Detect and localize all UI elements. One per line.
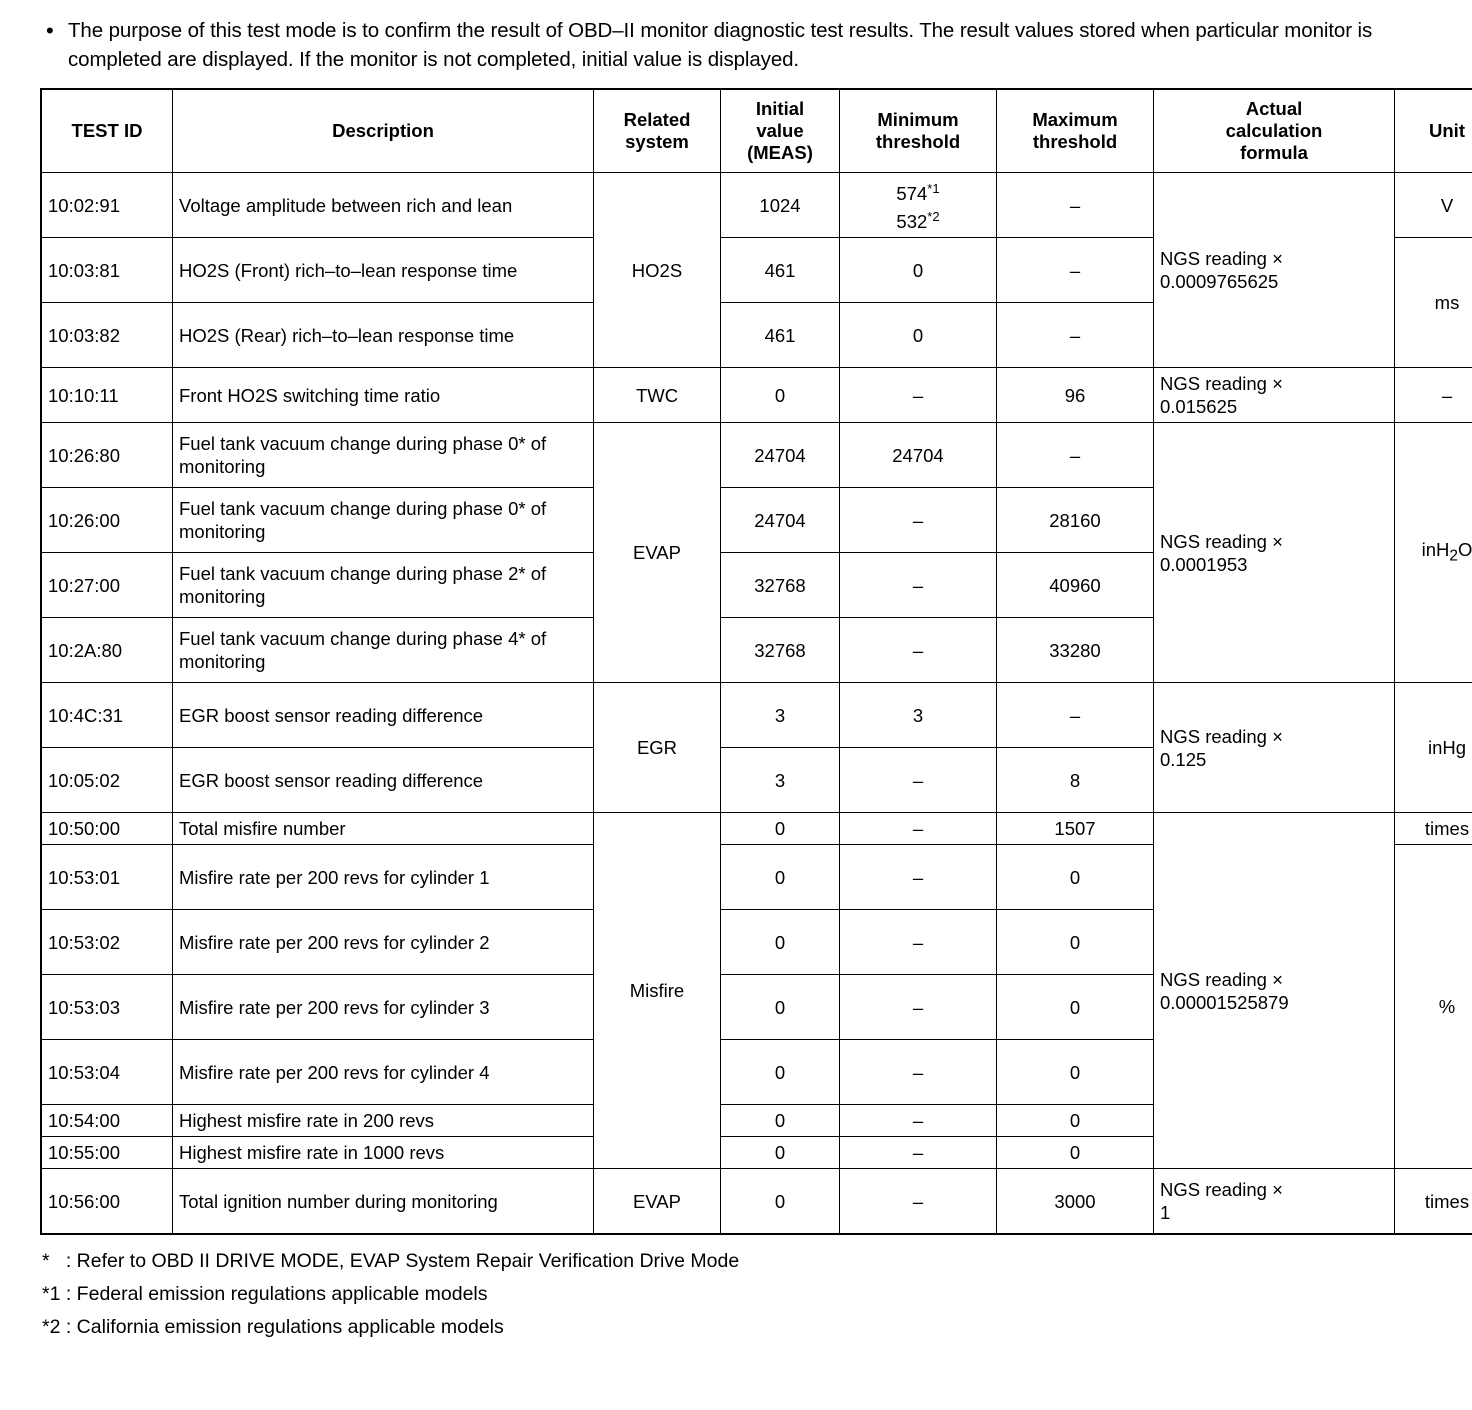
cell-maximum-threshold: –: [997, 173, 1154, 238]
cell-test-id: 10:2A:80: [41, 618, 173, 683]
cell-unit: times: [1395, 1169, 1472, 1235]
cell-description: Front HO2S switching time ratio: [173, 368, 594, 423]
formula-line1: NGS reading ×: [1160, 1179, 1283, 1201]
cell-minimum-threshold: –: [840, 618, 997, 683]
cell-test-id: 10:55:00: [41, 1137, 173, 1169]
cell-test-id: 10:4C:31: [41, 683, 173, 748]
table-row: [41, 683, 1472, 748]
cell-minimum-threshold: –: [840, 1137, 997, 1169]
cell-test-id: 10:03:82: [41, 303, 173, 368]
cell-maximum-threshold: 1507: [997, 813, 1154, 845]
cell-initial-value: 3: [721, 748, 840, 813]
cell-description: Misfire rate per 200 revs for cylinder 4: [173, 1040, 594, 1105]
cell-minimum-threshold: –: [840, 368, 997, 423]
cell-initial-value: 0: [721, 845, 840, 910]
formula-line2: 0.00001525879: [1160, 991, 1289, 1013]
bullet-icon: •: [46, 18, 54, 43]
cell-initial-value: 0: [721, 813, 840, 845]
formula-line1: NGS reading ×: [1160, 248, 1283, 270]
cell-test-id: 10:03:81: [41, 238, 173, 303]
cell-unit: V: [1395, 173, 1472, 238]
cell-maximum-threshold: 8: [997, 748, 1154, 813]
cell-maximum-threshold: 0: [997, 975, 1154, 1040]
formula-line1: NGS reading ×: [1160, 373, 1283, 395]
cell-description: Highest misfire rate in 1000 revs: [173, 1137, 594, 1169]
cell-maximum-threshold: 0: [997, 845, 1154, 910]
cell-formula: [1154, 423, 1395, 683]
cell-initial-value: 461: [721, 238, 840, 303]
cell-maximum-threshold: 0: [997, 910, 1154, 975]
cell-minimum-threshold: –: [840, 813, 997, 845]
cell-test-id: 10:56:00: [41, 1169, 173, 1235]
cell-initial-value: 32768: [721, 618, 840, 683]
cell-initial-value: 24704: [721, 423, 840, 488]
cell-maximum-threshold: 40960: [997, 553, 1154, 618]
cell-minimum-threshold: 0: [840, 303, 997, 368]
cell-minimum-threshold: 0: [840, 238, 997, 303]
table-row: [41, 423, 1472, 488]
cell-test-id: 10:50:00: [41, 813, 173, 845]
min-value-2: 532: [896, 211, 928, 233]
cell-formula: [1154, 173, 1395, 368]
cell-minimum-threshold: –: [840, 488, 997, 553]
cell-minimum-threshold: 3: [840, 683, 997, 748]
formula-line2: 0.015625: [1160, 396, 1238, 418]
cell-test-id: 10:02:91: [41, 173, 173, 238]
cell-test-id: 10:26:80: [41, 423, 173, 488]
header-test-id: TEST ID: [41, 89, 173, 173]
unit-inh2o-post: O: [1457, 538, 1472, 560]
header-related-system: Related system: [594, 89, 721, 173]
table-header-row: [41, 89, 1472, 173]
cell-minimum-threshold: –: [840, 910, 997, 975]
header-formula: Actual calculation formula: [1154, 89, 1395, 173]
formula-line1: NGS reading ×: [1160, 968, 1283, 990]
header-maximum-threshold: Maximum threshold: [997, 89, 1154, 173]
cell-description: Fuel tank vacuum change during phase 4* of monitoring: [173, 618, 594, 683]
cell-description: Total ignition number during monitoring: [173, 1169, 594, 1235]
formula-line2: 0.0009765625: [1160, 271, 1279, 293]
cell-related-system: TWC: [594, 368, 721, 423]
cell-test-id: 10:53:03: [41, 975, 173, 1040]
cell-description: EGR boost sensor reading difference: [173, 683, 594, 748]
cell-test-id: 10:53:01: [41, 845, 173, 910]
cell-test-id: 10:10:11: [41, 368, 173, 423]
cell-test-id: 10:27:00: [41, 553, 173, 618]
min-note-1: *1: [927, 181, 940, 196]
cell-test-id: 10:05:02: [41, 748, 173, 813]
cell-related-system: HO2S: [594, 173, 721, 368]
cell-initial-value: 0: [721, 368, 840, 423]
cell-minimum-threshold: –: [840, 1105, 997, 1137]
footnotes: [42, 1245, 1442, 1344]
cell-initial-value: 0: [721, 1105, 840, 1137]
cell-description: Total misfire number: [173, 813, 594, 845]
cell-description: HO2S (Rear) rich–to–lean response time: [173, 303, 594, 368]
cell-maximum-threshold: 96: [997, 368, 1154, 423]
cell-minimum-threshold: –: [840, 553, 997, 618]
cell-maximum-threshold: 0: [997, 1040, 1154, 1105]
footnote-2: *2 : California emission regulations applicable models: [42, 1316, 504, 1339]
cell-maximum-threshold: 0: [997, 1105, 1154, 1137]
cell-related-system: EGR: [594, 683, 721, 813]
table-row: [41, 1169, 1472, 1235]
cell-description: Misfire rate per 200 revs for cylinder 1: [173, 845, 594, 910]
cell-initial-value: 0: [721, 910, 840, 975]
cell-unit: –: [1395, 368, 1472, 423]
formula-line2: 0.0001953: [1160, 553, 1248, 575]
footnote-1: *1 : Federal emission regulations applicable models: [42, 1283, 488, 1306]
cell-maximum-threshold: 3000: [997, 1169, 1154, 1235]
formula-line1: NGS reading ×: [1160, 725, 1283, 747]
formula-line2: 0.125: [1160, 748, 1207, 770]
cell-test-id: 10:26:00: [41, 488, 173, 553]
cell-maximum-threshold: –: [997, 423, 1154, 488]
cell-minimum-threshold: –: [840, 975, 997, 1040]
cell-initial-value: 0: [721, 1040, 840, 1105]
table-row: [41, 173, 1472, 238]
cell-maximum-threshold: –: [997, 683, 1154, 748]
cell-test-id: 10:53:02: [41, 910, 173, 975]
cell-description: Fuel tank vacuum change during phase 0* of monitoring: [173, 488, 594, 553]
cell-maximum-threshold: 33280: [997, 618, 1154, 683]
header-minimum-threshold: Minimum threshold: [840, 89, 997, 173]
table-row: [41, 813, 1472, 845]
cell-formula: [1154, 1169, 1395, 1235]
header-unit: Unit: [1395, 89, 1472, 173]
min-note-2: *2: [927, 209, 940, 225]
cell-minimum-threshold: 24704: [840, 423, 997, 488]
cell-initial-value: 461: [721, 303, 840, 368]
cell-formula: [1154, 368, 1395, 423]
cell-formula: [1154, 683, 1395, 813]
cell-maximum-threshold: 0: [997, 1137, 1154, 1169]
cell-initial-value: 0: [721, 1169, 840, 1235]
cell-unit: ms: [1395, 238, 1472, 368]
cell-related-system: Misfire: [594, 813, 721, 1169]
cell-description: Highest misfire rate in 200 revs: [173, 1105, 594, 1137]
cell-description: EGR boost sensor reading difference: [173, 748, 594, 813]
cell-test-id: 10:54:00: [41, 1105, 173, 1137]
cell-unit: times: [1395, 813, 1472, 845]
cell-minimum-threshold: –: [840, 1169, 997, 1235]
cell-maximum-threshold: –: [997, 303, 1154, 368]
min-value-1: 574: [896, 183, 928, 205]
cell-maximum-threshold: –: [997, 238, 1154, 303]
header-description: Description: [173, 89, 594, 173]
formula-line2: 1: [1160, 1202, 1171, 1224]
cell-minimum-threshold: –: [840, 1040, 997, 1105]
cell-initial-value: 32768: [721, 553, 840, 618]
unit-inh2o-pre: inH: [1421, 538, 1450, 560]
cell-minimum-threshold: [840, 173, 997, 238]
cell-minimum-threshold: –: [840, 748, 997, 813]
cell-related-system: EVAP: [594, 423, 721, 683]
table-row: [41, 368, 1472, 423]
cell-description: Misfire rate per 200 revs for cylinder 2: [173, 910, 594, 975]
cell-maximum-threshold: 28160: [997, 488, 1154, 553]
cell-initial-value: 0: [721, 1137, 840, 1169]
footnote-asterisk: * : Refer to OBD II DRIVE MODE, EVAP System Repair Verification Drive Mode: [42, 1250, 740, 1273]
cell-description: Fuel tank vacuum change during phase 0* of monitoring: [173, 423, 594, 488]
intro-text: The purpose of this test mode is to confirm the result of OBD–II monitor diagnostic test results. The result values stored when particular monitor is completed are displayed. If the monitor is not completed, initial value is displayed.: [68, 19, 1373, 71]
cell-unit: [1395, 423, 1472, 683]
cell-unit: %: [1395, 845, 1472, 1169]
header-initial-value: Initial value (MEAS): [721, 89, 840, 173]
cell-initial-value: 1024: [721, 173, 840, 238]
cell-initial-value: 24704: [721, 488, 840, 553]
cell-description: Voltage amplitude between rich and lean: [173, 173, 594, 238]
cell-formula: [1154, 813, 1395, 1169]
obd-test-id-table: [40, 88, 1472, 1235]
cell-description: Misfire rate per 200 revs for cylinder 3: [173, 975, 594, 1040]
intro-paragraph: [38, 16, 1442, 74]
cell-initial-value: 0: [721, 975, 840, 1040]
unit-inh2o-sub: 2: [1449, 547, 1458, 565]
cell-initial-value: 3: [721, 683, 840, 748]
formula-line1: NGS reading ×: [1160, 530, 1283, 552]
cell-related-system: EVAP: [594, 1169, 721, 1235]
cell-test-id: 10:53:04: [41, 1040, 173, 1105]
cell-description: HO2S (Front) rich–to–lean response time: [173, 238, 594, 303]
cell-minimum-threshold: –: [840, 845, 997, 910]
cell-unit: inHg: [1395, 683, 1472, 813]
cell-description: Fuel tank vacuum change during phase 2* of monitoring: [173, 553, 594, 618]
